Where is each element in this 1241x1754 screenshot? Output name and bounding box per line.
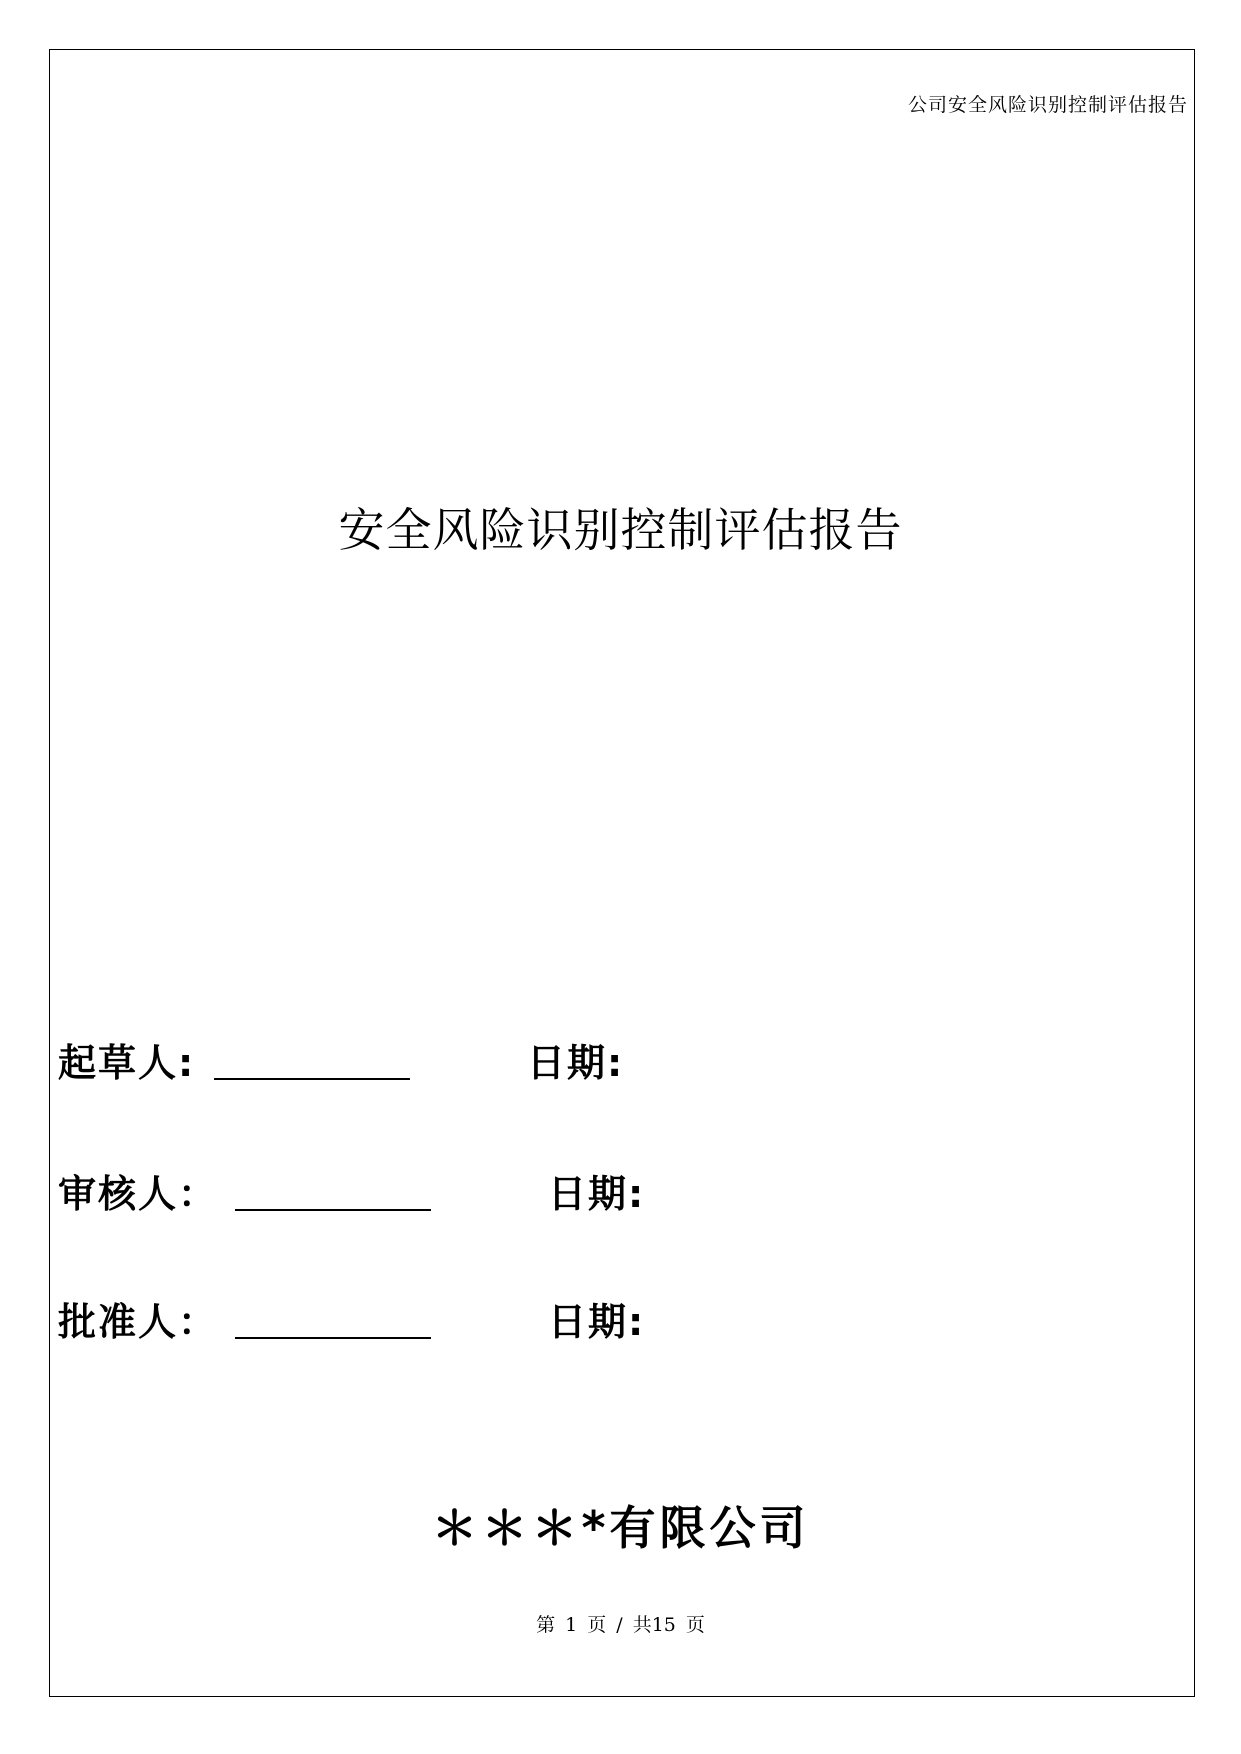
reviewer-label: 审核人： xyxy=(58,1172,219,1216)
approver-signature-line xyxy=(235,1337,431,1339)
signature-row-reviewer xyxy=(58,1163,678,1216)
approver-date-label: 日期: xyxy=(548,1300,646,1344)
company-name: ＊＊＊*有限公司 xyxy=(431,1501,810,1555)
signature-row-drafter xyxy=(58,1032,658,1085)
drafter-date-label: 日期: xyxy=(527,1041,625,1085)
signature-row-approver xyxy=(58,1291,678,1344)
page-footer: 第 1 页 / 共15 页 xyxy=(536,1614,705,1636)
reviewer-date-label: 日期: xyxy=(548,1172,646,1216)
drafter-signature-line xyxy=(214,1078,410,1080)
page-frame xyxy=(49,49,1195,1697)
running-header: 公司安全风险识别控制评估报告 xyxy=(907,94,1188,116)
drafter-label: 起草人: xyxy=(58,1041,196,1085)
approver-label: 批准人： xyxy=(58,1300,219,1344)
reviewer-signature-line xyxy=(235,1209,431,1211)
document-title: 安全风险识别控制评估报告 xyxy=(338,503,903,557)
